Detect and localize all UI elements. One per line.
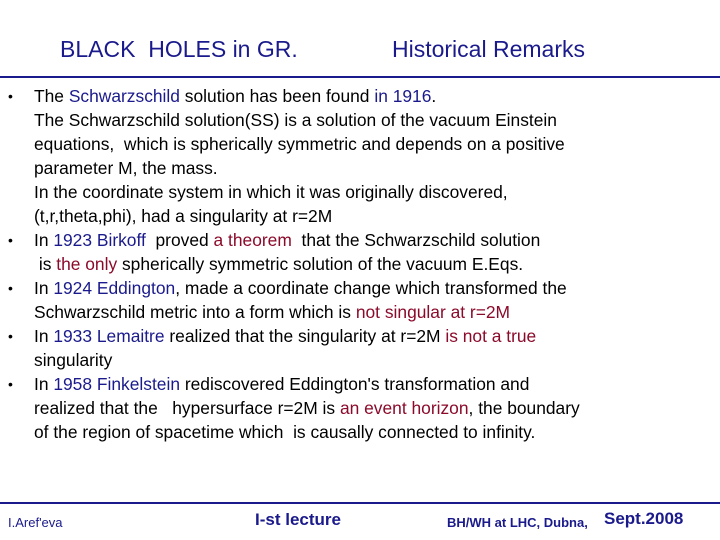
text-run: The xyxy=(34,86,69,106)
text-run: an event horizon xyxy=(339,398,469,418)
text-run: in 1916 xyxy=(374,86,432,106)
text-run: not singular at r=2M xyxy=(355,302,511,322)
text-run: solution has been found xyxy=(179,86,375,106)
body-line xyxy=(34,324,536,348)
text-run: 1933 Lemaitre xyxy=(53,326,165,346)
text-run: The Schwarzschild solution(SS) is a solution of the vacuum Einstein xyxy=(34,110,557,130)
bullet-icon: • xyxy=(8,280,13,296)
footer-date: Sept.2008 xyxy=(604,509,684,528)
body-line xyxy=(34,252,523,276)
body-line xyxy=(34,156,218,180)
bullet-icon: • xyxy=(8,328,13,344)
text-run: (t,r,theta,phi), had a singularity at r=2M xyxy=(34,206,333,226)
bullet-icon: • xyxy=(8,232,13,248)
footer-lecture: I-st lecture xyxy=(255,510,341,529)
text-run: parameter M, the mass. xyxy=(34,158,218,178)
body-line xyxy=(34,348,112,372)
text-run: , made a coordinate change which transformed the xyxy=(175,278,567,298)
text-run: is not a true xyxy=(445,326,537,346)
text-run: equations, which is spherically symmetric and depends on a positive xyxy=(34,134,565,154)
body-line xyxy=(34,132,565,156)
body-line xyxy=(34,204,332,228)
text-run: spherically symmetric solution of the vacuum E.Eqs. xyxy=(117,254,524,274)
body-line xyxy=(34,180,508,204)
body-line xyxy=(34,396,580,420)
text-run: In xyxy=(34,374,54,394)
text-run: the only xyxy=(56,254,118,274)
text-run: 1923 Birkoff xyxy=(53,230,146,250)
title-divider xyxy=(0,76,720,78)
body-line xyxy=(34,276,567,300)
body-line xyxy=(34,420,535,444)
footer-event: BH/WH at LHC, Dubna, xyxy=(447,515,592,530)
body-line xyxy=(34,108,557,132)
bullet-icon: • xyxy=(8,376,13,392)
text-run: In xyxy=(34,230,54,250)
text-run: Schwarzschild metric into a form which is xyxy=(34,302,356,322)
slide-title xyxy=(0,36,720,70)
text-run: , the boundary xyxy=(468,398,580,418)
text-run: rediscovered Eddington's transformation and xyxy=(180,374,530,394)
title-main: BLACK HOLES in GR. xyxy=(60,36,298,62)
text-run: that the Schwarzschild solution xyxy=(291,230,541,250)
footer-author: I.Aref'eva xyxy=(8,515,63,530)
text-run: is xyxy=(34,254,57,274)
text-run: 1924 Eddington xyxy=(53,278,176,298)
text-run: of the region of spacetime which is causally connected to infinity. xyxy=(34,422,536,442)
title-subtitle: Historical Remarks xyxy=(392,36,585,62)
slide-footer xyxy=(0,506,720,536)
text-run: proved xyxy=(145,230,214,250)
bullet-icon: • xyxy=(8,88,13,104)
text-run: realized that the hypersurface r=2M is xyxy=(34,398,340,418)
body-line xyxy=(34,300,510,324)
text-run: Schwarzschild xyxy=(68,86,180,106)
body-line xyxy=(34,228,540,252)
text-run: a theorem xyxy=(213,230,292,250)
body-line xyxy=(34,84,436,108)
footer-divider xyxy=(0,502,720,504)
text-run: . xyxy=(431,86,437,106)
text-run: In the coordinate system in which it was originally discovered, xyxy=(34,182,508,202)
text-run: In xyxy=(34,278,54,298)
text-run: 1958 Finkelstein xyxy=(53,374,180,394)
text-run: singularity xyxy=(34,350,113,370)
text-run: In xyxy=(34,326,54,346)
body-line xyxy=(34,372,529,396)
text-run: realized that the singularity at r=2M xyxy=(164,326,446,346)
